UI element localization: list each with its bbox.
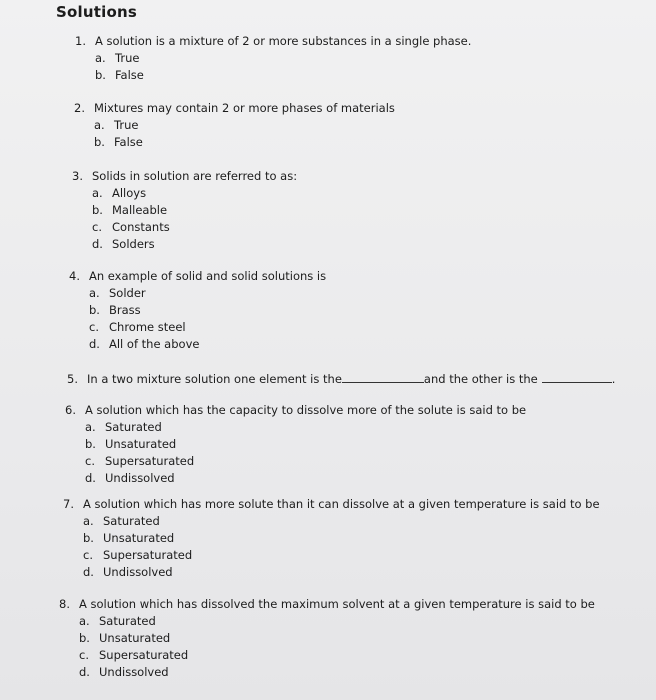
question-7 [63,496,600,581]
question-6 [65,402,526,487]
option-b: b. Unsaturated [79,631,171,645]
question-number: 3. [72,169,83,183]
question-text: An example of solid and solid solutions is [89,269,327,283]
question-8 [59,596,595,681]
option-a: a. True [94,118,139,132]
question-1 [75,33,471,84]
option-d: d. All of the above [89,337,200,351]
option-b: b. Unsaturated [83,531,175,545]
option-b: b. Brass [89,303,141,317]
option-c: c. Chrome steel [89,320,186,334]
answer-blank-2[interactable] [542,371,612,383]
question-2 [74,100,395,151]
question-text: Solids in solution are referred to as: [92,169,298,183]
question-3 [72,168,297,253]
question-5 [67,371,615,388]
question-number: 7. [63,497,74,511]
option-b: b. False [95,68,144,82]
option-a: a. Saturated [83,514,160,528]
question-number: 8. [59,597,70,611]
page-title: Solutions [56,3,137,21]
option-c: c. Supersaturated [83,548,193,562]
option-d: d. Undissolved [85,471,175,485]
question-text: A solution which has the capacity to dissolve more of the solute is said to be [85,403,527,417]
question-number: 6. [65,403,76,417]
option-b: b. Unsaturated [85,437,177,451]
question-number: 2. [74,101,85,115]
question-text: A solution which has dissolved the maximum solvent at a given temperature is said to be [79,597,595,611]
question-text-part2: and the other is the [423,372,538,386]
option-d: d. Undissolved [83,565,173,579]
option-a: a. Saturated [85,420,162,434]
option-a: a. Solder [89,286,146,300]
option-a: a. Alloys [92,186,147,200]
option-d: d. Solders [92,237,155,251]
option-a: a. True [95,51,140,65]
option-b: b. Malleable [92,203,168,217]
question-text-part1: In a two mixture solution one element is the [87,372,342,386]
question-number: 4. [69,269,80,283]
option-a: a. Saturated [79,614,156,628]
option-d: d. Undissolved [79,665,169,679]
answer-blank-1[interactable] [342,371,424,383]
option-c: c. Supersaturated [85,454,195,468]
question-number: 1. [75,34,86,48]
question-number: 5. [67,372,78,386]
option-c: c. Constants [92,220,170,234]
option-b: b. False [94,135,143,149]
question-4 [69,268,326,353]
question-text: A solution is a mixture of 2 or more substances in a single phase. [95,34,472,48]
option-c: c. Supersaturated [79,648,189,662]
question-text: A solution which has more solute than it can dissolve at a given temperature is said to be [83,497,600,511]
question-text-end: . [611,372,616,386]
question-text: Mixtures may contain 2 or more phases of materials [94,101,395,115]
